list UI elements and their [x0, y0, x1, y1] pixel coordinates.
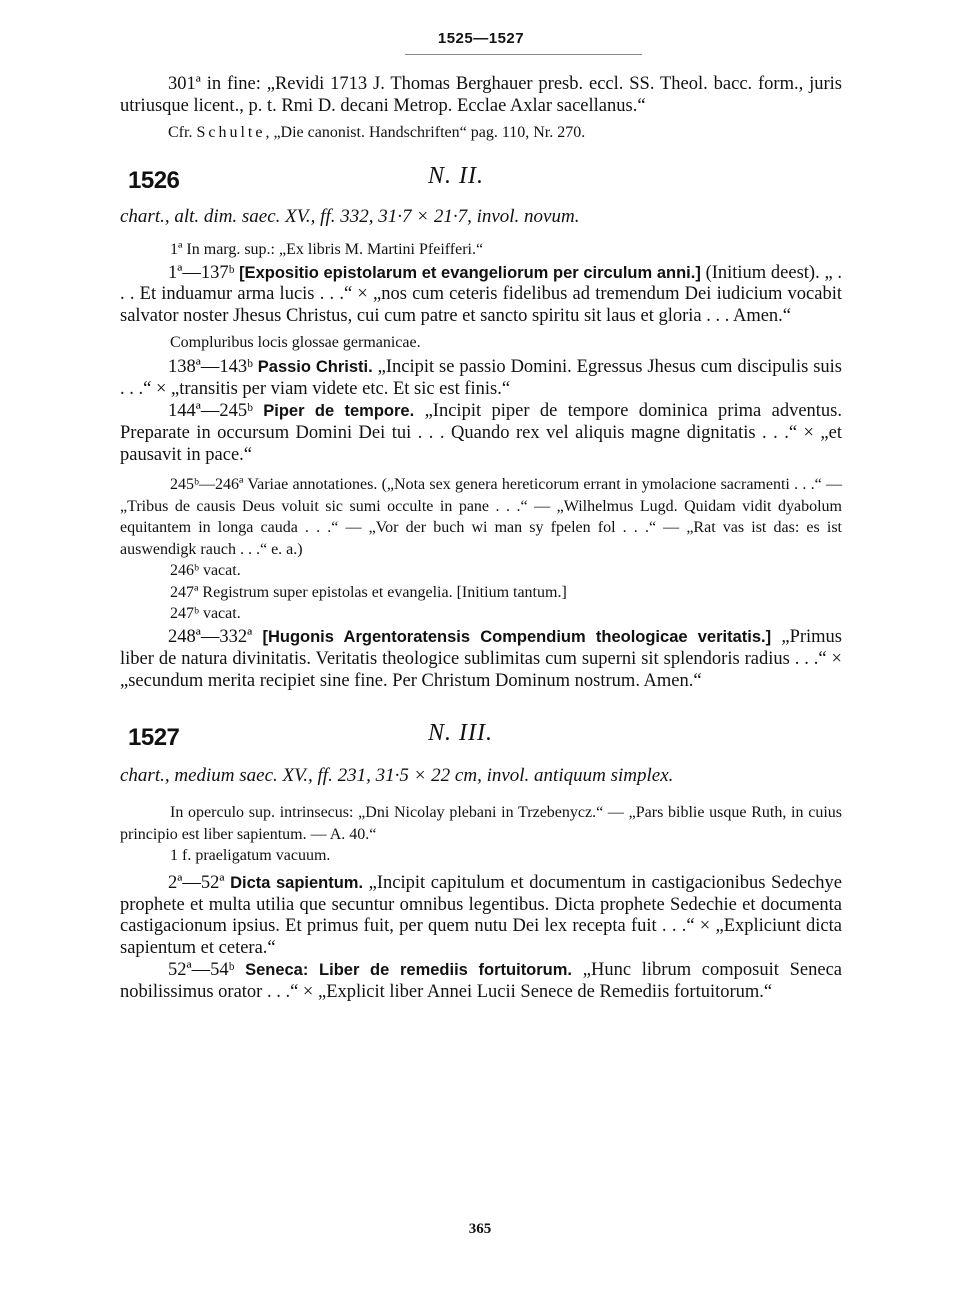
entry-1527-heading	[120, 720, 842, 760]
entry-1525-note: 301ª in fine: „Revidi 1713 J. Thomas Berghauer presb. eccl. SS. Theol. bacc. form., juris utriusque licent., p. t. Rmi D. decani Metrop. Ecclae Axlar sacellanus.“	[120, 74, 842, 116]
item-text: „Hunc librum composuit Seneca nobilissimus orator . . .“ × „Explicit liber Annei Lucii Senece de Remediis fortuitorum.“	[120, 960, 842, 1002]
entry-1526-number: 1526	[128, 167, 180, 195]
folio-range: 1ª—137ᵇ	[168, 262, 240, 283]
running-head	[120, 30, 842, 47]
item-text: (Initium deest). „ . . . Et induamur arma lucis . . .“ × „nos cum ceteris fidelibus ad tremendum Dei iudicium vocabit salvator noster Jhesus Christus, cui cum patre et sancto spiritu sit laus et gloria . . . Amen.“	[120, 262, 843, 327]
item-text: „Incipit capitulum et documentum in castigacionibus Sedechye prophete et multa utilia que secuntur omnibus legentibus. Dicta prophete Sedechie et documenta castigacionum ipsius. Et primus fuit, per quem nutu Dei lex recepta fuit . . .“ × „Expliciunt dicta sapientum et cetera.“	[120, 872, 842, 959]
entry-1527-operculum-note: In operculo sup. intrinsecus: „Dni Nicolay plebani in Trzebenycz.“ — „Pars biblie usque Ruth, in cuius principio est liber sapientum. — A. 40.“	[120, 804, 842, 843]
item-title: Seneca: Liber de remediis fortuitorum.	[245, 961, 573, 980]
reference-prefix: Cfr.	[168, 123, 197, 141]
folio-range: 138ª—143ᵇ	[168, 357, 258, 378]
item-text: „Incipit piper de tempore dominica prima adventus. Preparate in occursum Domini Dei tui . . . Quando rex vel aliquis magne dignitatis . . .“ × „et pausavit in pace.“	[120, 401, 842, 465]
folio-range: 248ª—332ª	[168, 626, 263, 647]
running-head-rule	[405, 54, 642, 55]
item-text: „Primus liber de natura divinitatis. Veritatis theologice sublimitas cum superni sit splendoris radius . . .“ × „secundum merita recipiet sine fine. Per Christum Dominum nostrum. Amen.“	[120, 626, 843, 691]
entry-1527-flyleaf: 1 f. praeligatum vacuum.	[170, 847, 331, 865]
entry-1527-number: 1527	[128, 724, 180, 752]
entry-1527-signature: N. III.	[428, 720, 493, 747]
entry-1526-description: chart., alt. dim. saec. XV., ff. 332, 31·7 × 21·7, invol. novum.	[120, 206, 580, 228]
item-title: Dicta sapientum.	[230, 873, 364, 892]
entry-1526-glosses-note: Compluribus locis glossae germanicae.	[170, 333, 421, 351]
entry-1527-description: chart., medium saec. XV., ff. 231, 31·5 × 22 cm, invol. antiquum simplex.	[120, 765, 674, 787]
item-text: „Incipit se passio Domini. Egressus Jhesus cum discipulis suis . . .“ × „transitis per viam videte etc. Et sic est finis.“	[120, 357, 842, 400]
entry-1526-heading	[120, 163, 842, 203]
running-head-text: 1525—1527	[437, 30, 525, 47]
entry-1526-registrum: 247ª Registrum super epistolas et evangelia. [Initium tantum.]	[170, 583, 567, 601]
item-title: Piper de tempore.	[263, 402, 415, 421]
page-body	[120, 30, 842, 1004]
entry-1526-vacat-246b: 246ᵇ vacat.	[170, 562, 241, 580]
entry-1525-reference	[120, 122, 842, 144]
entry-1527-item-seneca	[120, 960, 842, 1004]
folio-range: 52ª—54ᵇ	[168, 960, 246, 981]
entry-1526-vacat-247b: 247ᵇ vacat.	[170, 605, 241, 623]
entry-1526-annotations: 245ᵇ—246ª Variae annotationes. („Nota sex genera hereticorum errant in ymolacione sacramenti . . .“ — „Tribus de causis Deus voluit sic sumi occulte in pane . . .“ — „Wilhelmus Lugd. Quidam vidit dyabolum equitantem in longa cauda . . .“ — „Vor der buch wi man sy fpelen fol . . .“ — „Rat vas ist das: es ist auswendigk rauch . . .“ e. a.)	[120, 476, 842, 558]
item-title: [Expositio epistolarum et evangeliorum per circulum anni.]	[239, 263, 701, 282]
entry-1526-item-passio	[120, 357, 842, 401]
item-title: [Hugonis Argentoratensis Compendium theologicae veritatis.]	[262, 627, 772, 646]
page-number: 365	[468, 1221, 492, 1237]
reference-author: Schulte	[196, 123, 266, 141]
entry-1526-item-piper	[120, 401, 842, 466]
folio-range: 144ª—245ᵇ	[168, 401, 264, 422]
folio-range: 2ª—52ª	[168, 872, 231, 893]
entry-1526-signature: N. II.	[428, 163, 484, 190]
reference-rest: , „Die canonist. Handschriften“ pag. 110, Nr. 270.	[265, 123, 586, 141]
item-title: Passio Christi.	[257, 358, 373, 377]
entry-1526-item-expositio	[120, 263, 842, 328]
entry-1527-item-dicta	[120, 873, 842, 960]
entry-1526-item-compendium	[120, 627, 842, 692]
entry-1526-provenance: 1ª In marg. sup.: „Ex libris M. Martini Pfeifferi.“	[170, 241, 484, 259]
